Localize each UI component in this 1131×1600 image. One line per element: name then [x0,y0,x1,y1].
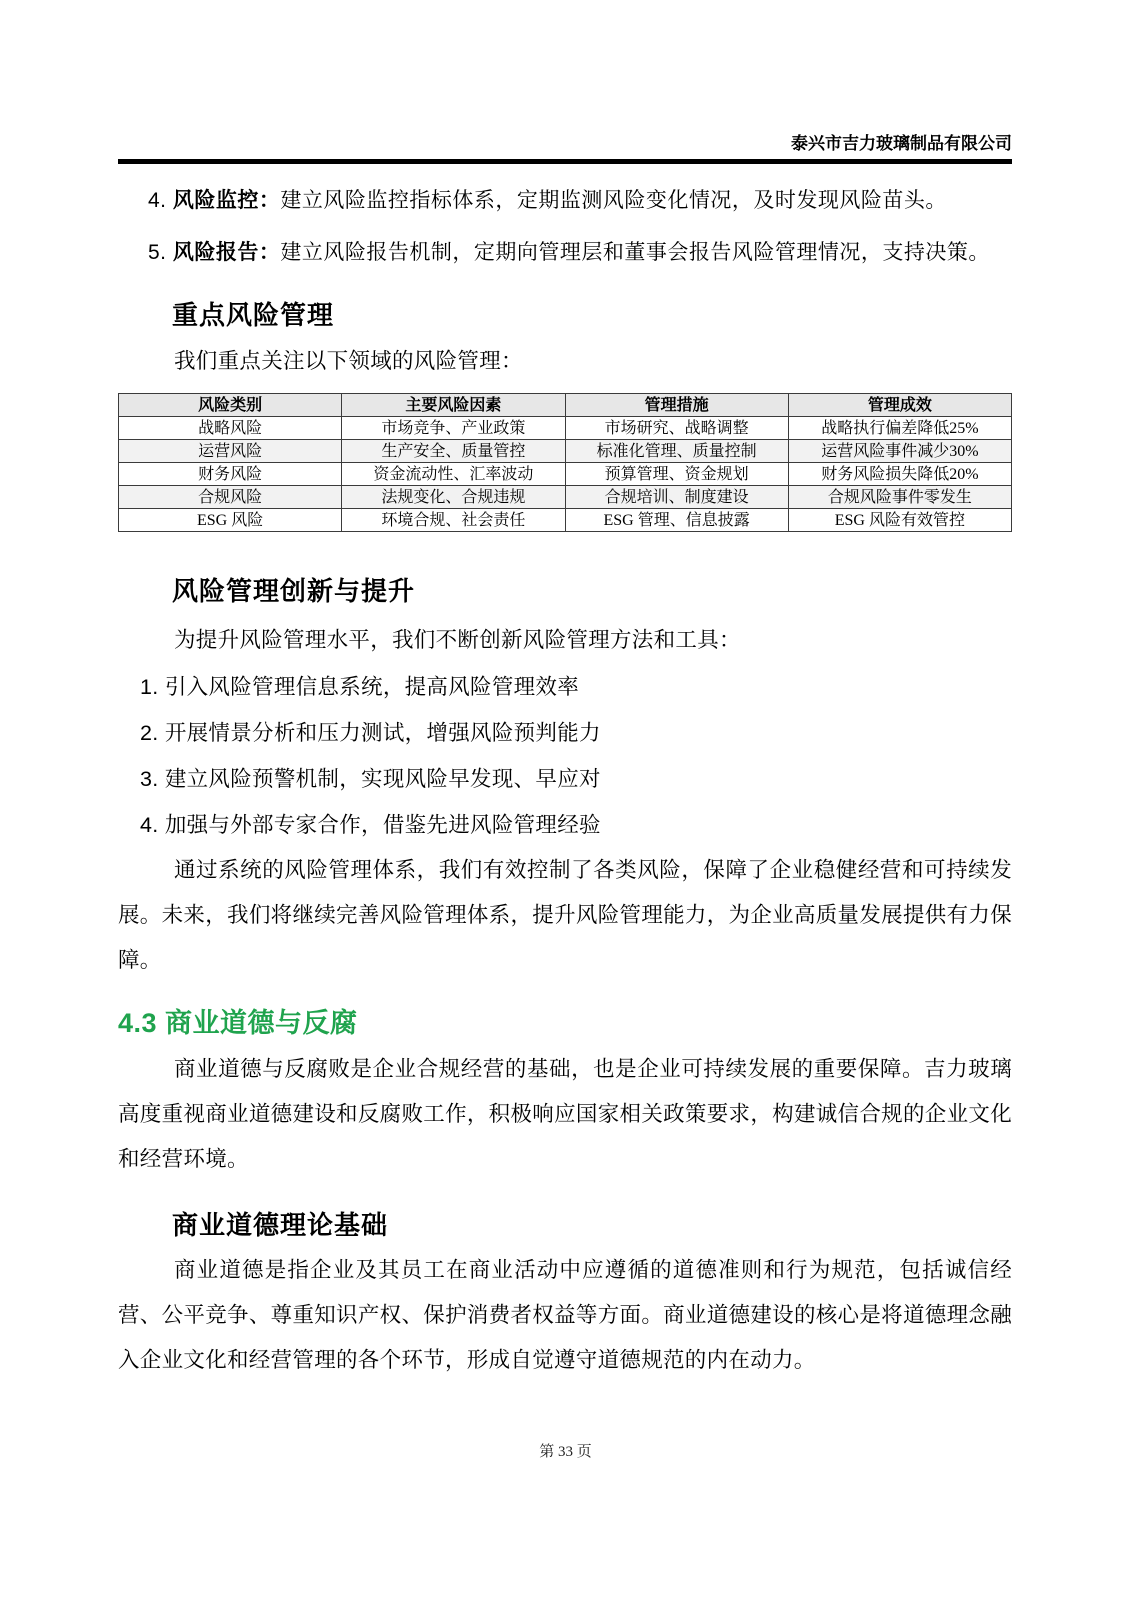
table-row [119,463,1012,486]
col-header-risk-category: 风险类别 [119,394,342,417]
cell: 合规风险事件零发生 [788,486,1011,509]
list-item-risk-reporting [148,237,1012,268]
cell: 运营风险事件减少30% [788,440,1011,463]
cell: 标准化管理、质量控制 [565,440,788,463]
cell: ESG 风险 [119,509,342,532]
cell: 财务风险损失降低20% [788,463,1011,486]
heading-section-4-3: 4.3 商业道德与反腐 [118,1008,358,1038]
cell: 资金流动性、汇率波动 [342,463,565,486]
item-text: 开展情景分析和压力测试，增强风险预判能力 [164,721,601,745]
col-header-risk-factors: 主要风险因素 [342,394,565,417]
cell: ESG 管理、信息披露 [565,509,788,532]
col-header-measures: 管理措施 [565,394,788,417]
heading-key-risk-management: 重点风险管理 [172,300,335,330]
business-ethics-paragraph: 商业道德是指企业及其员工在商业活动中应遵循的道德准则和行为规范，包括诚信经营、公平竞争、尊重知识产权、保护消费者权益等方面。商业道德建设的核心是将道德理念融入企业文化和经营管理的各个环节，形成自觉遵守道德规范的内在动力。 [118,1258,1012,1372]
risk-management-table [118,393,1012,532]
item-text: 建立风险监控指标体系，定期监测风险变化情况，及时发现风险苗头。 [280,189,947,212]
item-number: 5. [148,241,167,264]
page-header [118,131,1012,164]
item-text: 建立风险报告机制，定期向管理层和董事会报告风险管理情况，支持决策。 [280,241,990,264]
heading-business-ethics-theory: 商业道德理论基础 [172,1210,389,1240]
table-row [119,417,1012,440]
cell: 运营风险 [119,440,342,463]
cell: 预算管理、资金规划 [565,463,788,486]
cell: 战略执行偏差降低25% [788,417,1011,440]
item-label: 风险报告： [172,241,281,264]
item-number: 4. [148,189,167,212]
key-risk-intro: 我们重点关注以下领域的风险管理： [174,349,523,373]
col-header-effectiveness: 管理成效 [788,394,1011,417]
list-item-3 [140,764,1012,794]
cell: 财务风险 [119,463,342,486]
cell: 市场竞争、产业政策 [342,417,565,440]
cell: 战略风险 [119,417,342,440]
item-number: 4. [140,813,159,837]
cell: 合规培训、制度建设 [565,486,788,509]
cell: 环境合规、社会责任 [342,509,565,532]
item-number: 1. [140,675,159,699]
page-number: 第 33 页 [539,1444,592,1460]
cell: ESG 风险有效管控 [788,509,1011,532]
item-text: 建立风险预警机制，实现风险早发现、早应对 [164,767,601,791]
cell: 法规变化、合规违规 [342,486,565,509]
company-name: 泰兴市吉力玻璃制品有限公司 [791,134,1012,153]
item-text: 加强与外部专家合作，借鉴先进风险管理经验 [164,813,601,837]
list-item-risk-monitoring [148,185,1012,216]
table-row [119,509,1012,532]
list-item-4 [140,810,1012,840]
cell: 生产安全、质量管控 [342,440,565,463]
heading-risk-innovation: 风险管理创新与提升 [172,576,416,606]
innovation-summary: 通过系统的风险管理体系，我们有效控制了各类风险，保障了企业稳健经营和可持续发展。未来，我们将继续完善风险管理体系，提升风险管理能力，为企业高质量发展提供有力保障。 [118,858,1012,972]
cell: 合规风险 [119,486,342,509]
innovation-intro: 为提升风险管理水平，我们不断创新风险管理方法和工具： [174,628,741,652]
item-text: 引入风险管理信息系统，提高风险管理效率 [164,675,580,699]
item-number: 2. [140,721,159,745]
section-4-3-paragraph: 商业道德与反腐败是企业合规经营的基础，也是企业可持续发展的重要保障。吉力玻璃高度重视商业道德建设和反腐败工作，积极响应国家相关政策要求，构建诚信合规的企业文化和经营环境。 [118,1057,1012,1171]
item-label: 风险监控： [172,189,281,212]
item-number: 3. [140,767,159,791]
table-row [119,486,1012,509]
cell: 市场研究、战略调整 [565,417,788,440]
table-header-row [119,394,1012,417]
table-row [119,440,1012,463]
list-item-1 [140,672,1012,702]
list-item-2 [140,718,1012,748]
